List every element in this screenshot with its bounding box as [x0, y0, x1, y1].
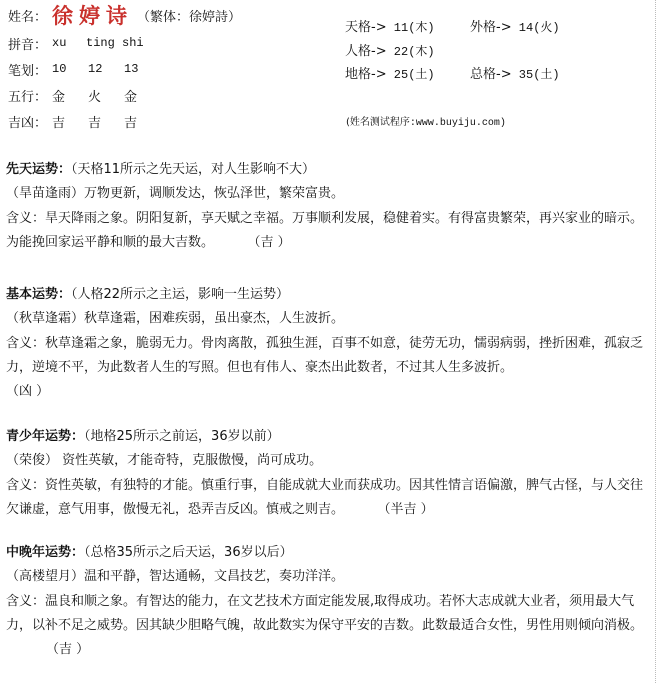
traditional-name: （繁体：徐婷詩） — [137, 9, 242, 25]
section-qingshaonian — [6, 425, 646, 522]
wuxing-3: 金 — [124, 89, 138, 105]
section-rating: （凶 ） — [6, 384, 50, 400]
section-meaning: 含义：温良和顺之象。有智达的能力，在文艺技术方面定能发展,取得成功。若怀大志成就大业者，须用最大气力，以补不足之威势。因其缺少胆略气魄，故此数实为保守平安的吉数。此数最适合女性，男性用则倾向消极。 — [6, 593, 644, 633]
wuxing-label: 五行： — [8, 89, 48, 105]
section-title: 先天运势： — [6, 162, 72, 177]
section-summary: （旱苗逢雨）万物更新，调顺发达，恢弘泽世，繁荣富贵。 — [6, 186, 345, 202]
section-meaning: 含义：旱天降雨之象。阴阳复新，享天赋之幸福。万事顺利发展，稳健着实。有得富贵繁荣，再兴家业的暗示。为能挽回家运平静和顺的最大吉数。 — [6, 210, 644, 250]
section-summary: （秋草逢霜）秋草逢霜，困难疾弱，虽出豪杰，人生波折。 — [6, 311, 345, 327]
site-credit: (姓名测试程序:www.buyiju.com) — [346, 117, 506, 129]
section-xiantian — [6, 158, 646, 255]
section-title: 中晚年运势： — [6, 545, 85, 560]
wai-ge: 外格-> 14(火) — [470, 20, 560, 36]
tian-ge: 天格-> 11(木) — [345, 20, 435, 36]
section-summary: （荣俊） 资性英敏，才能奇特，克服傲慢，尚可成功。 — [6, 453, 323, 469]
strokes-2: 12 — [88, 62, 103, 76]
section-meaning: 含义：秋草逢霜之象，脆弱无力。骨肉离散，孤独生涯，百事不如意，徒劳无功，懦弱病弱，挫折困难，孤寂乏力，逆境不平，为此数者人生的写照。但也有伟人、豪杰出此数者，不过其人生多波折。 — [6, 335, 644, 375]
section-title: 青少年运势： — [6, 429, 85, 444]
section-rating: （吉 ） — [254, 234, 291, 250]
jixiong-1: 吉 — [52, 115, 66, 131]
wuxing-2: 火 — [88, 89, 102, 105]
name-label: 姓名： — [8, 9, 48, 25]
ren-ge: 人格-> 22(木) — [345, 43, 435, 59]
five-grids — [345, 14, 595, 85]
strokes-label: 笔划： — [8, 63, 48, 79]
section-zhongwannian — [6, 541, 646, 662]
strokes-1: 10 — [52, 62, 67, 76]
name-value: 徐婷诗 — [52, 4, 133, 28]
jixiong-label: 吉凶： — [8, 115, 48, 131]
wuxing-1: 金 — [52, 89, 66, 105]
section-rating: （吉 ） — [46, 642, 90, 658]
section-rating: （半吉 ） — [384, 501, 434, 517]
pinyin-label: 拼音： — [8, 37, 48, 53]
section-subtitle: （天格11所示之先天运，对人生影响不大） — [71, 162, 316, 177]
jixiong-2: 吉 — [88, 115, 102, 131]
section-title: 基本运势： — [6, 287, 72, 302]
section-subtitle: （总格35所示之后天运，36岁以后） — [84, 545, 293, 560]
section-summary: （高楼望月）温和平静，智达通畅，文昌技艺，奏功洋洋。 — [6, 569, 345, 585]
name-info — [8, 0, 241, 134]
di-ge: 地格-> 25(土) — [345, 67, 435, 83]
section-subtitle: （人格22所示之主运，影响一生运势） — [71, 287, 290, 302]
pinyin-2: ting — [86, 36, 115, 50]
section-meaning: 含义：资性英敏，有独特的才能。慎重行事，自能成就大业而获成功。因其性情言语偏激，脾气古怪，与人交往欠谦虚，意气用事，傲慢无礼，恐弄吉反凶。慎戒之则吉。 — [6, 477, 644, 517]
pinyin-3: shi — [122, 36, 144, 50]
jixiong-3: 吉 — [124, 115, 138, 131]
zong-ge: 总格-> 35(土) — [470, 67, 560, 83]
pinyin-1: xu — [52, 36, 67, 50]
page-border — [655, 0, 656, 683]
section-subtitle: （地格25所示之前运，36岁以前） — [84, 429, 280, 444]
section-jiben — [6, 283, 646, 404]
strokes-3: 13 — [124, 62, 139, 76]
